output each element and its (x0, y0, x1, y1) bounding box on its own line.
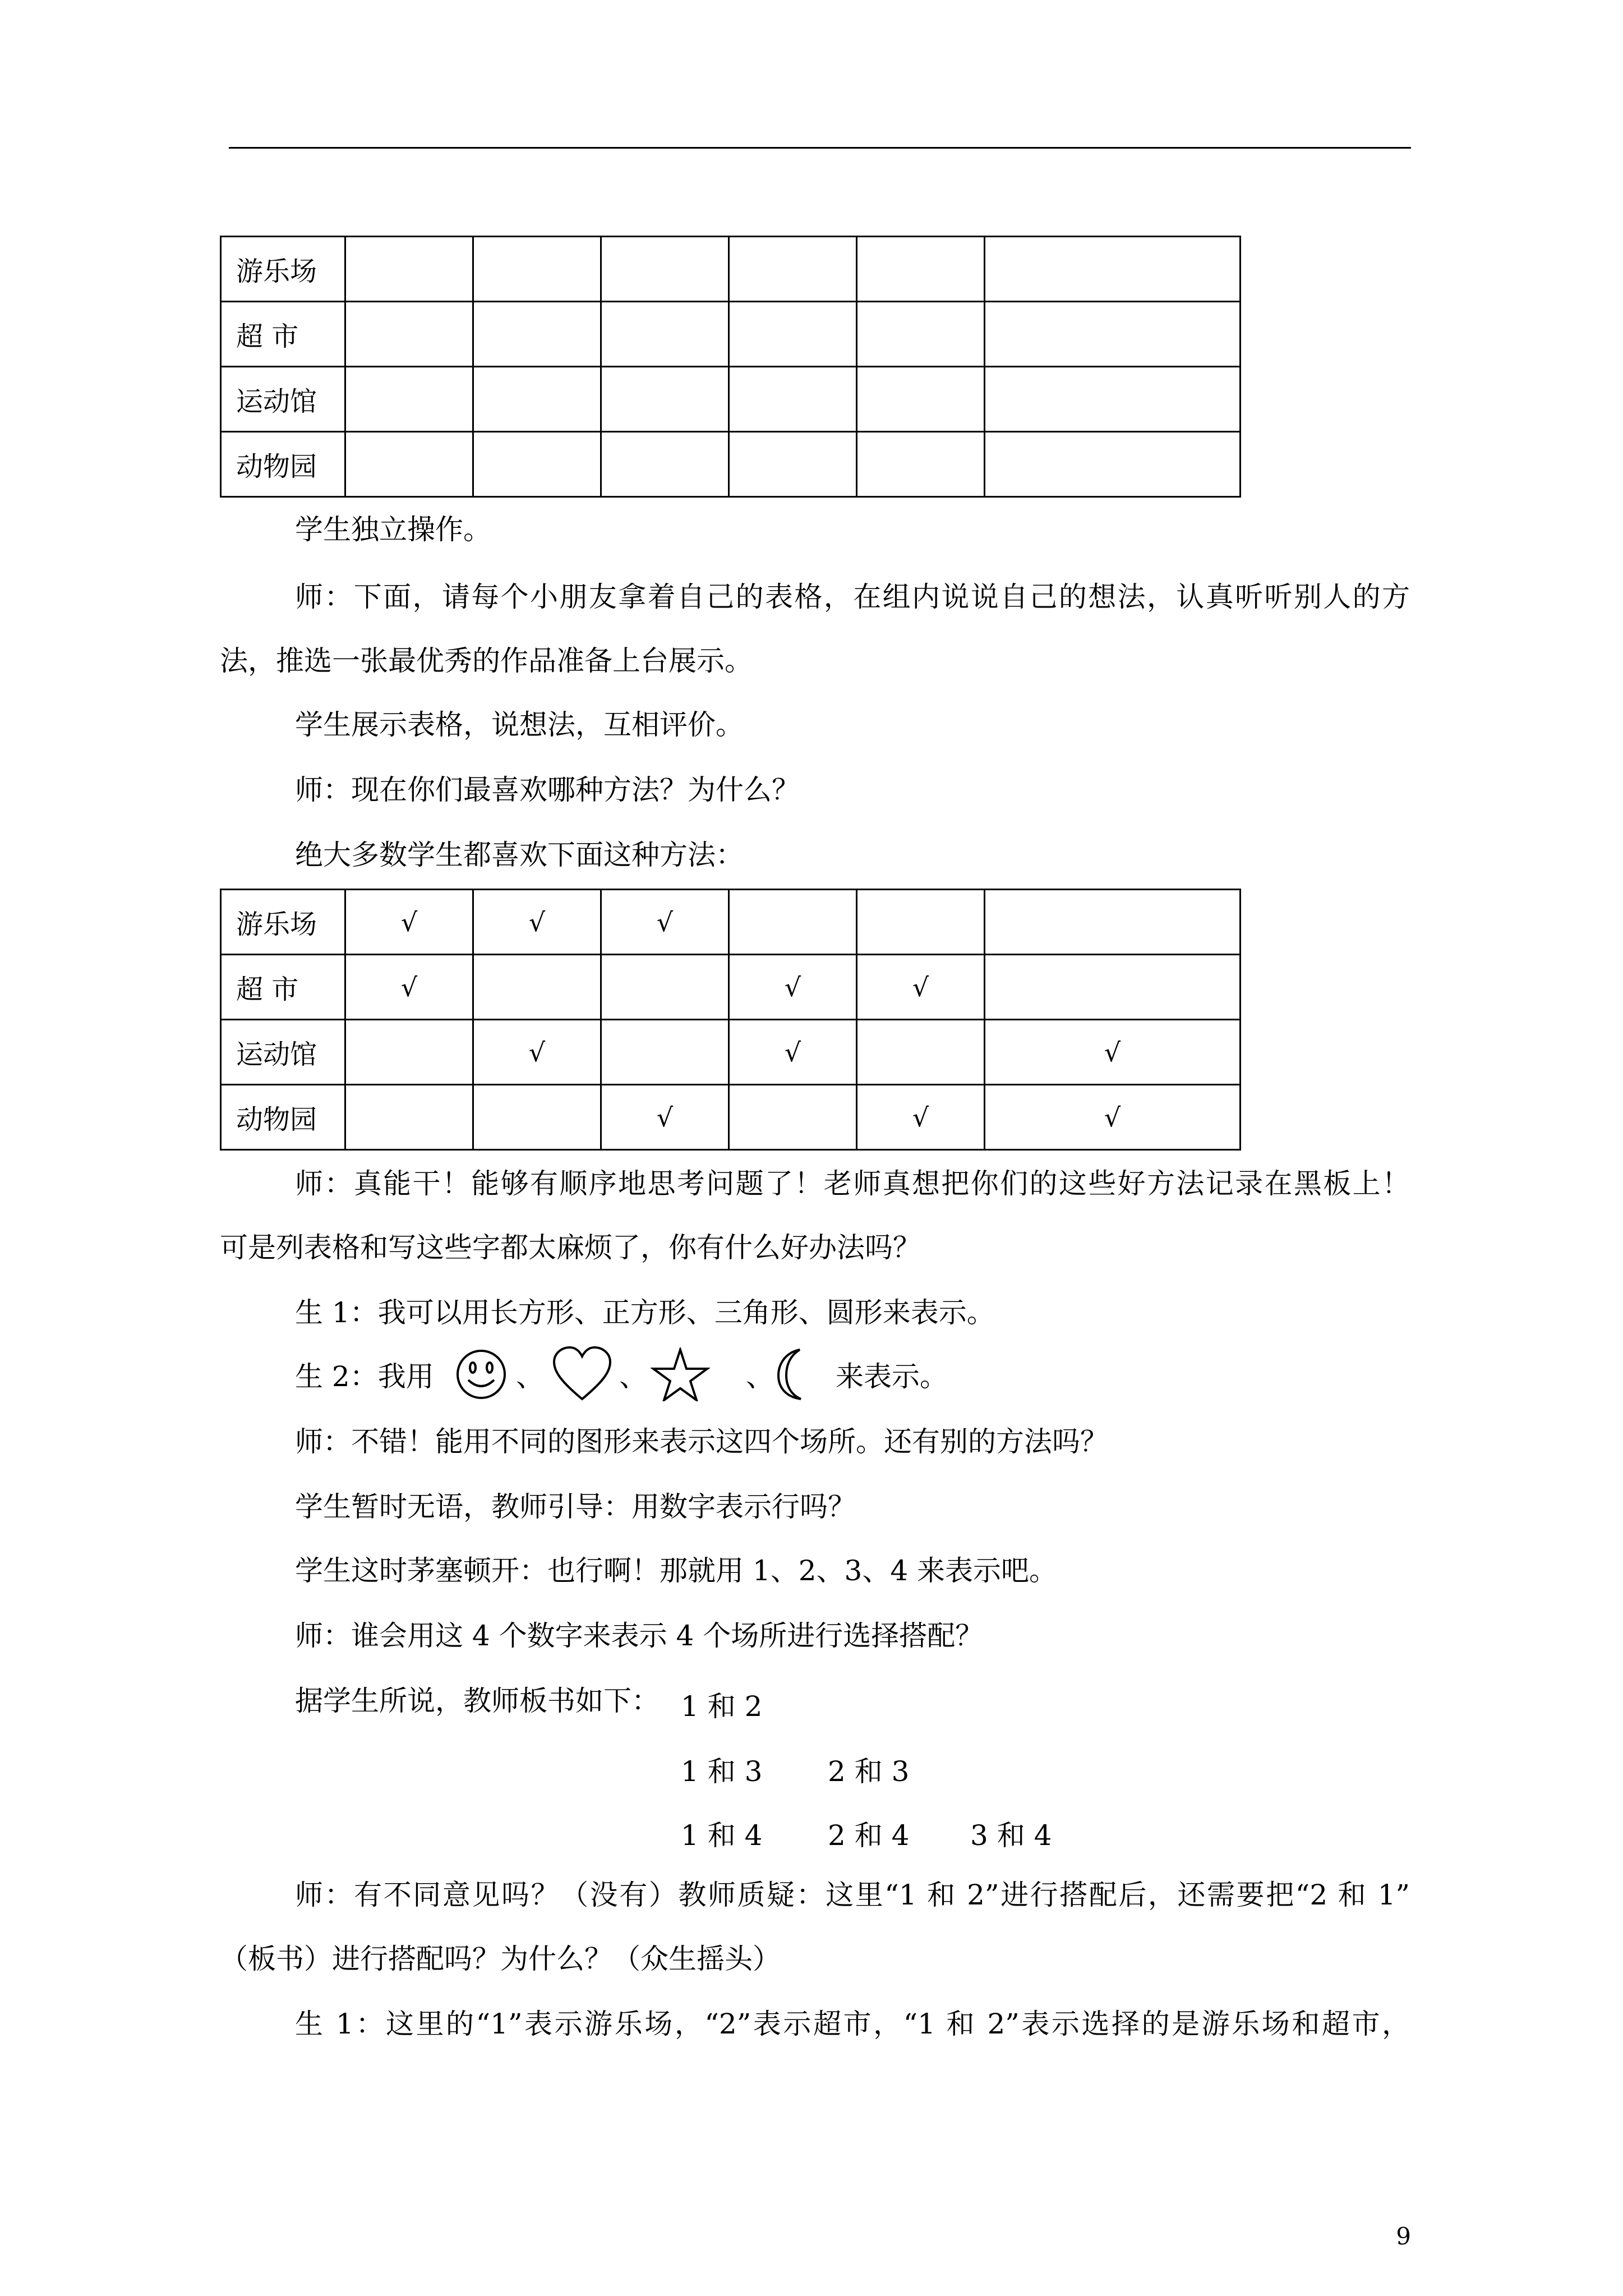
paragraph: 师：现在你们最喜欢哪种方法？为什么？ (295, 774, 800, 806)
table-row (221, 1020, 1241, 1085)
table-cell (729, 432, 857, 497)
table-row (221, 302, 1241, 367)
check-mark-cell (345, 1020, 473, 1085)
check-mark-cell: √ (473, 1020, 601, 1085)
check-mark-cell (601, 955, 729, 1020)
separator: 、 (746, 1360, 774, 1393)
heart-icon (551, 1345, 614, 1404)
header-rule (229, 147, 1411, 149)
paragraph: 学生展示表格，说想法，互相评价。 (295, 708, 744, 741)
table-cell (345, 302, 473, 367)
row-label: 动物园 (221, 1085, 345, 1150)
table-cell (601, 432, 729, 497)
check-mark-cell: √ (857, 955, 985, 1020)
check-mark-cell: √ (985, 1020, 1241, 1085)
check-mark-cell (985, 890, 1241, 955)
table-cell (345, 237, 473, 302)
check-mark-cell (729, 1085, 857, 1150)
table-cell (345, 367, 473, 432)
smiley-icon (453, 1346, 509, 1402)
paragraph: 师：不错！能用不同的图形来表示这四个场所。还有别的方法吗？ (295, 1425, 1108, 1458)
table-row (221, 955, 1241, 1020)
table-cell (729, 367, 857, 432)
table-cell (601, 367, 729, 432)
pair-text: 3 和 4 (970, 1819, 1052, 1852)
paragraph: 学生暂时无语，教师引导：用数字表示行吗？ (295, 1490, 856, 1523)
pair-text: 2 和 4 (828, 1819, 910, 1852)
check-mark-cell: √ (729, 1020, 857, 1085)
check-mark-cell: √ (601, 890, 729, 955)
table-cell (729, 302, 857, 367)
check-mark-cell: √ (345, 890, 473, 955)
paragraph: 据学生所说，教师板书如下： (295, 1685, 660, 1717)
table-cell (985, 367, 1241, 432)
check-mark-cell: √ (857, 1085, 985, 1150)
paragraph: 生 1：这里的“1”表示游乐场，“2”表示超市，“1 和 2”表示选择的是游乐场和超市， (295, 2008, 1410, 2040)
table-cell (473, 302, 601, 367)
check-mark-cell: √ (729, 955, 857, 1020)
table-cell (473, 432, 601, 497)
table-cell (345, 432, 473, 497)
check-mark-cell (473, 1085, 601, 1150)
table-row (221, 1085, 1241, 1150)
star-icon (651, 1347, 710, 1401)
table-cell (601, 237, 729, 302)
row-label: 游乐场 (221, 237, 345, 302)
check-mark-cell: √ (473, 890, 601, 955)
table-cell (601, 302, 729, 367)
row-label: 超 市 (221, 955, 345, 1020)
table-cell (473, 237, 601, 302)
table-cell (473, 367, 601, 432)
table-row (221, 237, 1241, 302)
check-mark-cell (985, 955, 1241, 1020)
row-label: 运动馆 (221, 367, 345, 432)
crescent-moon-icon (775, 1346, 806, 1402)
table-cell (857, 302, 985, 367)
table-cell (729, 237, 857, 302)
table-row (221, 432, 1241, 497)
pair-text: 2 和 3 (828, 1755, 910, 1788)
paragraph: 师：谁会用这 4 个数字来表示 4 个场所进行选择搭配？ (295, 1619, 984, 1652)
paragraph: 师：有不同意见吗？（没有）教师质疑：这里“1 和 2”进行搭配后，还需要把“2 和 1” (295, 1879, 1410, 1911)
paragraph-prefix: 生 2：我用 (295, 1360, 434, 1393)
checked-selection-table (220, 889, 1241, 1151)
separator: 、 (516, 1360, 544, 1393)
check-mark-cell (857, 890, 985, 955)
paragraph: 师：真能干！能够有顺序地思考问题了！老师真想把你们的这些好方法记录在黑板上！ (295, 1167, 1410, 1200)
table-cell (857, 367, 985, 432)
check-mark-cell (729, 890, 857, 955)
paragraph: 可是列表格和写这些字都太麻烦了，你有什么好办法吗？ (220, 1231, 921, 1264)
row-label: 动物园 (221, 432, 345, 497)
check-mark-cell: √ (601, 1085, 729, 1150)
paragraph: 生 1：我可以用长方形、正方形、三角形、圆形来表示。 (295, 1296, 995, 1329)
check-mark-cell (601, 1020, 729, 1085)
paragraph: 法，推选一张最优秀的作品准备上台展示。 (220, 645, 753, 677)
paragraph: 师：下面，请每个小朋友拿着自己的表格，在组内说说自己的想法，认真听听别人的方 (295, 581, 1410, 613)
paragraph: 学生这时茅塞顿开：也行啊！那就用 1、2、3、4 来表示吧。 (295, 1554, 1058, 1587)
empty-selection-table (220, 236, 1241, 498)
paragraph: 绝大多数学生都喜欢下面这种方法： (295, 839, 744, 871)
check-mark-cell: √ (345, 955, 473, 1020)
check-mark-cell (345, 1085, 473, 1150)
row-label: 超 市 (221, 302, 345, 367)
check-mark-cell (473, 955, 601, 1020)
table-cell (857, 237, 985, 302)
row-label: 运动馆 (221, 1020, 345, 1085)
table-row (221, 890, 1241, 955)
table-cell (985, 237, 1241, 302)
pair-text: 1 和 4 (681, 1819, 763, 1852)
check-mark-cell: √ (985, 1085, 1241, 1150)
paragraph-suffix: 来表示。 (836, 1360, 948, 1393)
table-cell (857, 432, 985, 497)
check-mark-cell (857, 1020, 985, 1085)
pair-text: 1 和 3 (681, 1755, 763, 1788)
pair-text: 1 和 2 (681, 1690, 763, 1723)
row-label: 游乐场 (221, 890, 345, 955)
page-number: 9 (1396, 2223, 1411, 2250)
separator: 、 (619, 1360, 647, 1393)
paragraph: 学生独立操作。 (295, 513, 491, 546)
table-cell (985, 302, 1241, 367)
table-cell (985, 432, 1241, 497)
paragraph: （板书）进行搭配吗？为什么？（众生摇头） (220, 1943, 781, 1975)
table-row (221, 367, 1241, 432)
